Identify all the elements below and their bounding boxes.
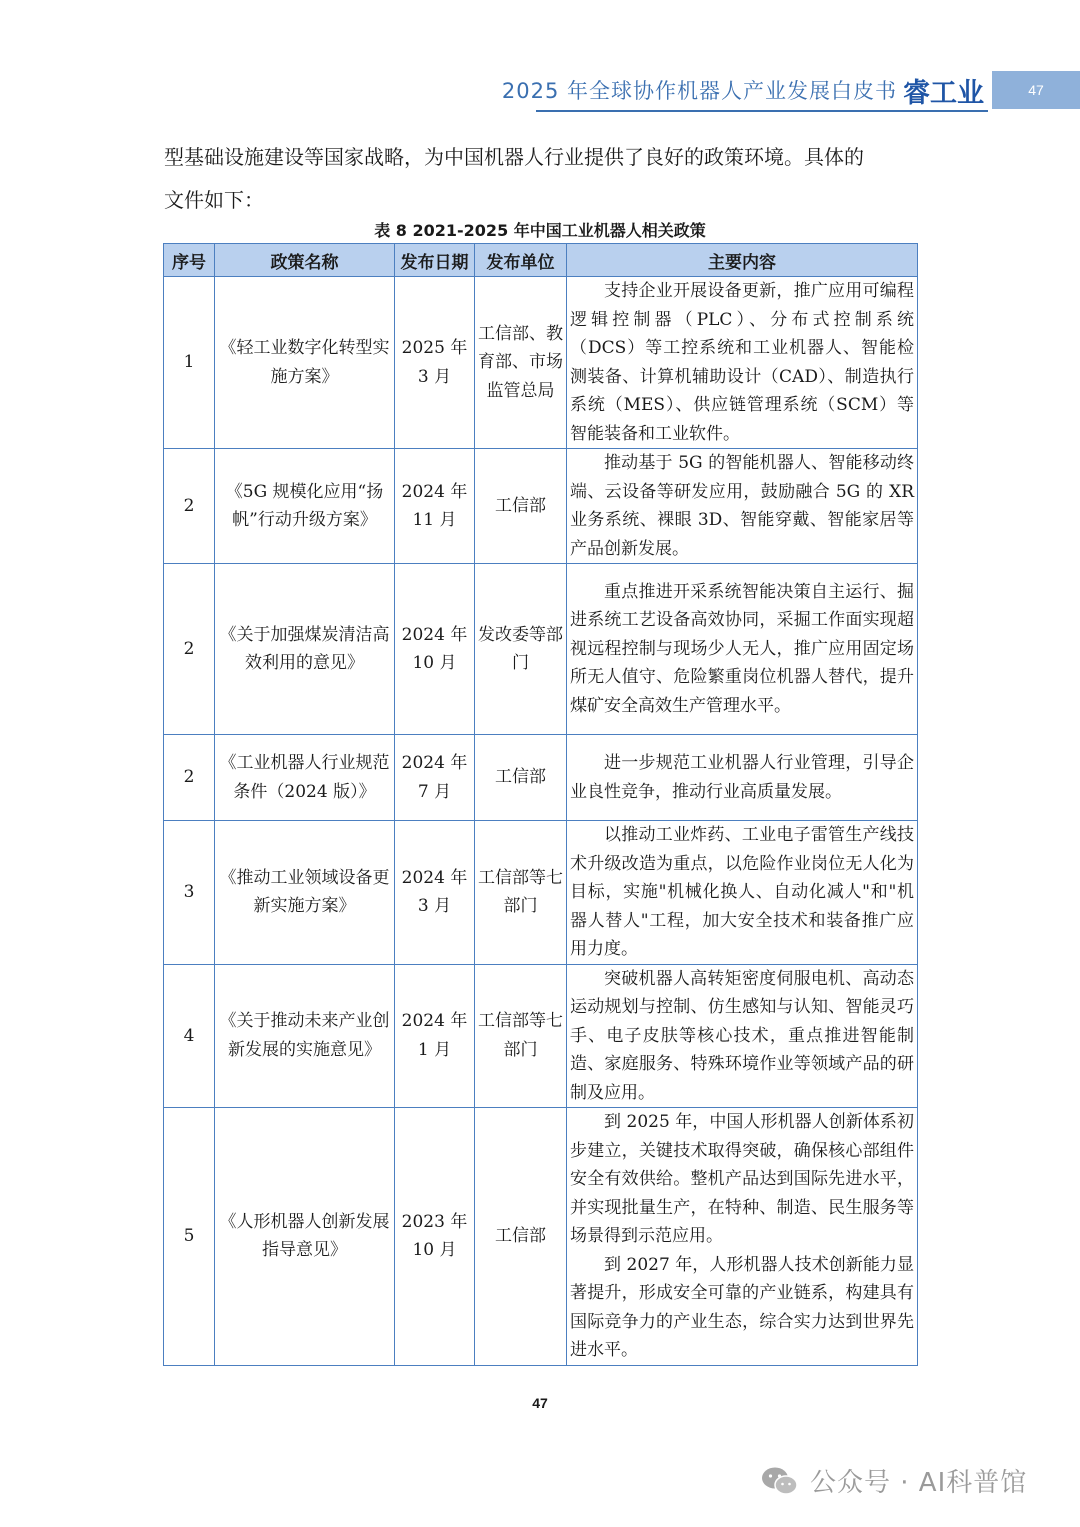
document-title: 2025 年全球协作机器人产业发展白皮书 bbox=[501, 79, 897, 103]
row-number: 2 bbox=[164, 449, 215, 564]
table-row bbox=[164, 449, 918, 564]
release-month: 3 月 bbox=[417, 366, 452, 387]
header-page-number: 47 bbox=[992, 71, 1080, 109]
content-paragraph: 到 2025 年，中国人形机器人创新体系初步建立，关键技术取得突破，确保核心部组件安全有效供给。整机产品达到国际先进水平，并实现批量生产，在特种、制造、民生服务等场景得到示范应用。 bbox=[570, 1112, 914, 1246]
column-header: 发布日期 bbox=[395, 244, 475, 277]
row-number: 2 bbox=[164, 564, 215, 735]
issuing-department: 工信部 bbox=[475, 735, 567, 821]
header-divider bbox=[536, 110, 988, 112]
release-year: 2025 年 bbox=[401, 338, 468, 358]
column-header: 政策名称 bbox=[215, 244, 395, 277]
table-row bbox=[164, 1108, 918, 1366]
policy-name: 《关于加强煤炭清洁高效利用的意见》 bbox=[215, 564, 395, 735]
row-number: 3 bbox=[164, 821, 215, 965]
content-paragraph: 到 2027 年，人形机器人技术创新能力显著提升，形成安全可靠的产业链系，构建具有国际竞争力的产业生态，综合实力达到世界先进水平。 bbox=[570, 1254, 914, 1360]
release-month: 11 月 bbox=[412, 510, 457, 530]
watermark-text: 公众号 · AI科普馆 bbox=[810, 1468, 1028, 1498]
policy-content: 重点推进开采系统智能决策自主运行、掘进系统工艺设备高效协同，采掘工作面实现超视远程控制与现场少人无人，推广应用固定场所无人值守、危险繁重岗位机器人替代，提升煤矿安全高效生产管理水平。 bbox=[567, 564, 918, 735]
policy-content: 突破机器人高转矩密度伺服电机、高动态运动规划与控制、仿生感知与认知、智能灵巧手、电子皮肤等核心技术，重点推进智能制造、家庭服务、特殊环境作业等领域产品的研制及应用。 bbox=[567, 964, 918, 1108]
policy-name: 《5G 规模化应用“扬帆”行动升级方案》 bbox=[215, 449, 395, 564]
column-header: 主要内容 bbox=[567, 244, 918, 277]
policy-name: 《人形机器人创新发展指导意见》 bbox=[215, 1108, 395, 1366]
table-caption: 表 8 2021-2025 年中国工业机器人相关政策 bbox=[374, 221, 706, 240]
intro-line: 型基础设施建设等国家战略，为中国机器人行业提供了良好的政策环境。具体的 bbox=[164, 145, 864, 169]
release-month: 10 月 bbox=[412, 653, 457, 673]
issuing-department: 工信部等七部门 bbox=[475, 821, 567, 965]
issuing-department: 工信部等七部门 bbox=[475, 964, 567, 1108]
release-date bbox=[395, 564, 475, 735]
page-header bbox=[502, 70, 1080, 110]
table-row bbox=[164, 277, 918, 449]
release-month: 7 月 bbox=[417, 781, 452, 802]
column-header: 序号 bbox=[164, 244, 215, 277]
policy-content bbox=[567, 1108, 918, 1366]
release-date bbox=[395, 277, 475, 449]
policy-name: 《工业机器人行业规范条件（2024 版）》 bbox=[215, 735, 395, 821]
release-date bbox=[395, 964, 475, 1108]
table-row bbox=[164, 821, 918, 965]
policy-name: 《推动工业领域设备更新实施方案》 bbox=[215, 821, 395, 965]
row-number: 2 bbox=[164, 735, 215, 821]
release-date bbox=[395, 821, 475, 965]
policy-table bbox=[163, 243, 918, 1366]
release-date bbox=[395, 449, 475, 564]
release-date bbox=[395, 735, 475, 821]
row-number: 1 bbox=[164, 277, 215, 449]
brand-logo: 睿工业 bbox=[903, 77, 984, 109]
release-year: 2024 年 bbox=[401, 867, 468, 888]
row-number: 5 bbox=[164, 1108, 215, 1366]
policy-content: 支持企业开展设备更新，推广应用可编程逻辑控制器（PLC）、分布式控制系统（DCS）等工控系统和工业机器人、智能检测装备、计算机辅助设计（CAD）、制造执行系统（MES）、供应链管理系统（SCM）等智能装备和工业软件。 bbox=[567, 277, 918, 449]
policy-content: 以推动工业炸药、工业电子雷管生产线技术升级改造为重点，以危险作业岗位无人化为目标，实施"机械化换人、自动化减人"和"机器人替人"工程，加大安全技术和装备推广应用力度。 bbox=[567, 821, 918, 965]
issuing-department: 工信部 bbox=[475, 1108, 567, 1366]
table-row bbox=[164, 964, 918, 1108]
watermark bbox=[760, 1462, 1027, 1499]
issuing-department: 工信部 bbox=[475, 449, 567, 564]
policy-content: 推动基于 5G 的智能机器人、智能移动终端、云设备等研发应用，鼓励融合 5G 的 XR 业务系统、裸眼 3D、智能穿戴、智能家居等产品创新发展。 bbox=[567, 449, 918, 564]
intro-line: 文件如下： bbox=[164, 188, 264, 212]
issuing-department: 工信部、教育部、市场监管总局 bbox=[475, 277, 567, 449]
release-year: 2024 年 bbox=[401, 481, 468, 502]
release-year: 2023 年 bbox=[401, 1211, 468, 1232]
row-number: 4 bbox=[164, 964, 215, 1108]
table-header-row bbox=[164, 244, 918, 277]
policy-name: 《关于推动未来产业创新发展的实施意见》 bbox=[215, 964, 395, 1108]
intro-paragraph bbox=[164, 136, 924, 222]
policy-content: 进一步规范工业机器人行业管理，引导企业良性竞争，推动行业高质量发展。 bbox=[567, 735, 918, 821]
release-year: 2024 年 bbox=[401, 1011, 468, 1032]
table-row bbox=[164, 564, 918, 735]
footer-page-number: 47 bbox=[532, 1395, 548, 1411]
release-month: 3 月 bbox=[417, 896, 452, 917]
wechat-icon bbox=[760, 1466, 800, 1496]
issuing-department: 发改委等部门 bbox=[475, 564, 567, 735]
policy-name: 《轻工业数字化转型实施方案》 bbox=[215, 277, 395, 449]
column-header: 发布单位 bbox=[475, 244, 567, 277]
release-date bbox=[395, 1108, 475, 1366]
release-month: 10 月 bbox=[412, 1240, 457, 1261]
release-year: 2024 年 bbox=[401, 753, 468, 773]
release-year: 2024 年 bbox=[401, 624, 468, 645]
table-row bbox=[164, 735, 918, 821]
release-month: 1 月 bbox=[417, 1039, 452, 1060]
